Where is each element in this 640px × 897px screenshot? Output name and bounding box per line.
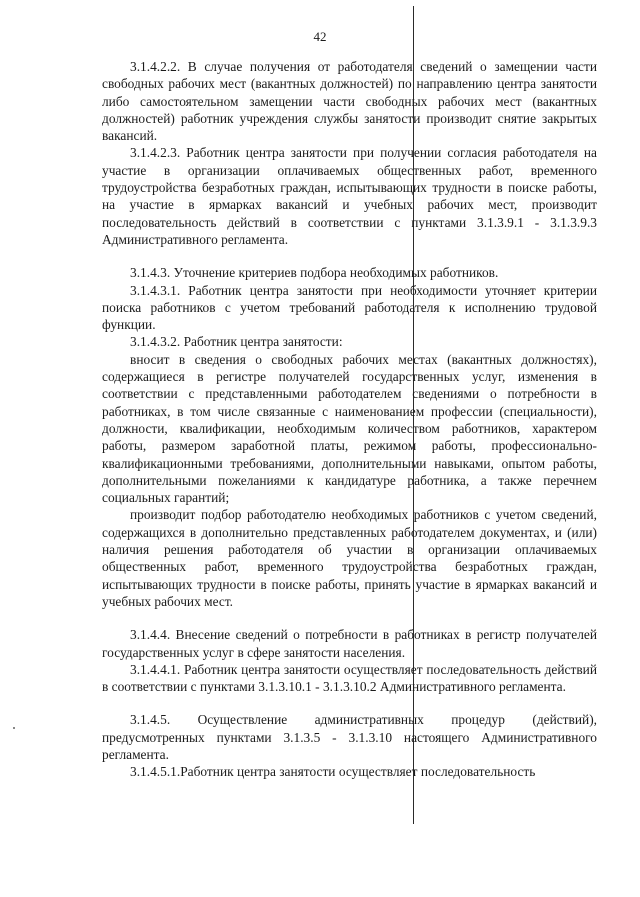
scan-speck [13, 727, 15, 729]
paragraph-3-1-4-3-heading: 3.1.4.3. Уточнение критериев подбора необходимых работников. [130, 265, 499, 281]
paragraph-3-1-4-2-3: 3.1.4.2.3. Работник центра занятости при получении согласия работодателя на участие в организации оплачиваемых общественных работ, временного трудоустройства безработных граждан, испытывающих трудности в поиске работы, на участие в ярмарках вакансий и учебных рабочих мест, производит последовательность действий в соответствии с пунктами 3.1.3.9.1 - 3.1.3.9.3 Административного регламента. [102, 145, 597, 247]
paragraph-3-1-4-4-heading: 3.1.4.4. Внесение сведений о потребности в работниках в регистр получателей государственных услуг в сфере занятости населения. [102, 627, 597, 660]
paragraph-3-1-4-4-1: 3.1.4.4.1. Работник центра занятости осуществляет последовательность действий в соответствии с пунктами 3.1.3.10.1 - 3.1.3.10.2 Административного регламента. [102, 661, 597, 695]
paragraph-performs-selection: производит подбор работодателю необходимых работников с учетом сведений, содержащихся в дополнительно представленных работодателем документах, и (или) наличия решения работодателя об участии в организации оплачиваемых общественных работ, временного трудоустройства безработных граждан, испытывающих трудности в поиске работы, принять участие в ярмарках вакансий и учебных рабочих мест. [102, 507, 597, 609]
paragraph-3-1-4-3-1: 3.1.4.3.1. Работник центра занятости при необходимости уточняет критерии поиска работников с учетом требований работодателя к исполнению трудовой функции. [102, 282, 597, 333]
paragraph-3-1-4-2-2: 3.1.4.2.2. В случае получения от работодателя сведений о замещении части свободных рабочих мест (вакантных должностей) по направлению центра занятости либо самостоятельном замещении части свободных рабочих мест (вакантных должностей) работник учреждения службы занятости производит снятие закрытых вакансий. [102, 59, 597, 144]
document-body [102, 58, 597, 781]
paragraph-3-1-4-5-heading: 3.1.4.5. Осуществление административных процедур (действий), предусмотренных пунктами 3.1.3.5 - 3.1.3.10 настоящего Административного регламента. [102, 712, 597, 762]
page-number: 42 [313, 29, 327, 44]
paragraph-enters-information: вносит в сведения о свободных рабочих местах (вакантных должностях), содержащиеся в регистре получателей государственных услуг, изменения в соответствии с представленными работодателем сведениями о потребности в работниках, в том числе связанные с наименованием профессии (специальности), должности, квалификации, необходимым количеством работников, характером работы, размером заработной платы, режимом работы, профессионально-квалификационными требованиями, дополнительными навыками, опытом работы, дополнительными пожеланиями к кандидатуре работника, а также перечнем социальных гарантий; [102, 351, 597, 506]
paragraph-3-1-4-5-1: 3.1.4.5.1.Работник центра занятости осуществляет последовательность [130, 764, 536, 780]
paragraph-3-1-4-3-2: 3.1.4.3.2. Работник центра занятости: [130, 334, 343, 350]
